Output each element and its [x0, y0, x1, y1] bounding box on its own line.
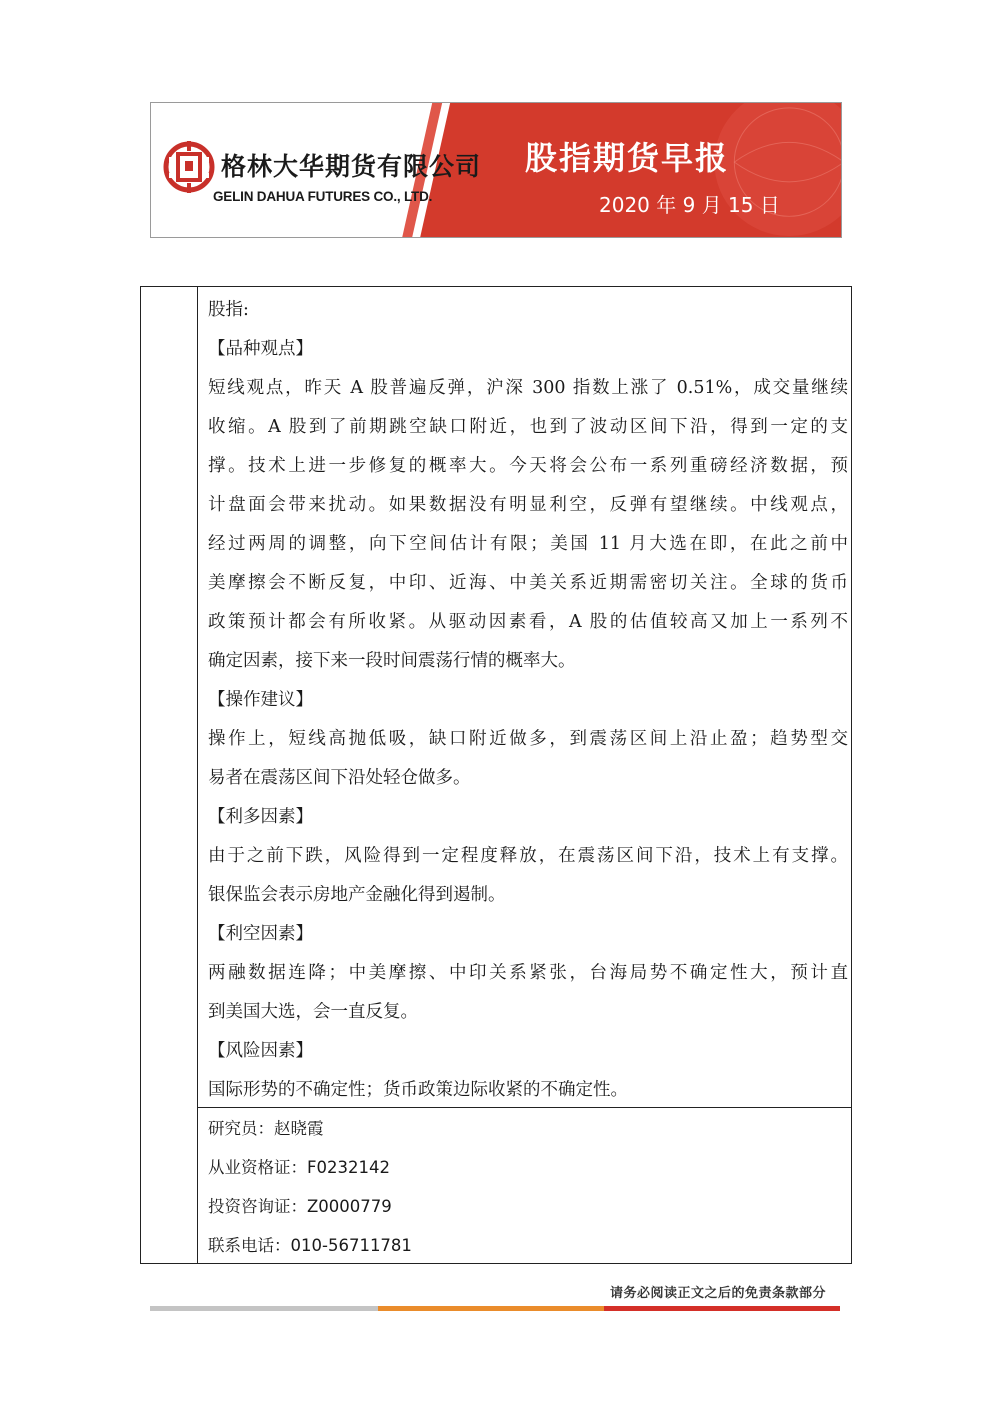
body-line: 撑。技术上进一步修复的概率大。今天将会公布一系列重磅经济数据，预 — [208, 456, 848, 476]
report-date: 2020 年 9 月 15 日 — [599, 193, 780, 217]
body-line: 两融数据连降；中美摩擦、中印关系紧张，台海局势不确定性大，预计直 — [208, 963, 848, 983]
company-logo-icon — [163, 139, 215, 195]
body-line: 收缩。A 股到了前期跳空缺口附近，也到了波动区间下沿，得到一定的支 — [208, 417, 848, 437]
analyst-info — [208, 1109, 848, 1265]
body-line: 经过两周的调整，向下空间估计有限；美国 11 月大选在即，在此之前中 — [208, 534, 848, 554]
company-name-en: GELIN DAHUA FUTURES CO., LTD. — [213, 189, 433, 204]
researcher-name: 研究员：赵晓霞 — [208, 1119, 324, 1138]
consulting-number: 投资咨询证：Z0000779 — [208, 1197, 392, 1216]
footer-bar-gray — [150, 1306, 378, 1311]
company-name-cn: 格林大华期货有限公司 — [221, 152, 482, 181]
section-heading-view: 【品种观点】 — [208, 339, 313, 359]
body-line: 银保监会表示房地产金融化得到遏制。 — [208, 885, 506, 905]
qualification-number: 从业资格证：F0232142 — [208, 1158, 390, 1177]
body-line: 美摩擦会不断反复，中印、近海、中美关系近期需密切关注。全球的货币 — [208, 573, 848, 593]
body-line: 由于之前下跌，风险得到一定程度释放，在震荡区间下沿，技术上有支撑。 — [208, 846, 848, 866]
section-label: 股指: — [208, 300, 249, 320]
report-title: 股指期货早报 — [525, 139, 730, 177]
contact-phone: 联系电话：010-56711781 — [208, 1236, 412, 1255]
report-table — [140, 286, 852, 1264]
section-heading-bearish: 【利空因素】 — [208, 924, 313, 944]
section-heading-bullish: 【利多因素】 — [208, 807, 313, 827]
body-line: 到美国大选，会一直反复。 — [208, 1002, 418, 1022]
body-line: 易者在震荡区间下沿处轻仓做多。 — [208, 768, 471, 788]
body-line: 操作上，短线高抛低吸，缺口附近做多，到震荡区间上沿止盈；趋势型交 — [208, 729, 848, 749]
table-left-column — [141, 287, 198, 1263]
body-line: 政策预计都会有所收紧。从驱动因素看，A 股的估值较高又加上一系列不 — [208, 612, 848, 632]
footer-bar-red — [604, 1306, 840, 1311]
body-line: 确定因素，接下来一段时间震荡行情的概率大。 — [208, 651, 576, 671]
body-line: 计盘面会带来扰动。如果数据没有明显利空，反弹有望继续。中线观点， — [208, 495, 848, 515]
report-body — [208, 291, 848, 1110]
body-line: 短线观点，昨天 A 股普遍反弹，沪深 300 指数上涨了 0.51%，成交量继续 — [208, 378, 848, 398]
body-line: 国际形势的不确定性；货币政策边际收紧的不确定性。 — [208, 1080, 628, 1100]
section-heading-advice: 【操作建议】 — [208, 690, 313, 710]
disclaimer-note: 请务必阅读正文之后的免责条款部分 — [610, 1286, 827, 1301]
section-heading-risk: 【风险因素】 — [208, 1041, 313, 1061]
report-header-banner — [150, 102, 842, 238]
footer-bar-orange — [378, 1306, 604, 1311]
